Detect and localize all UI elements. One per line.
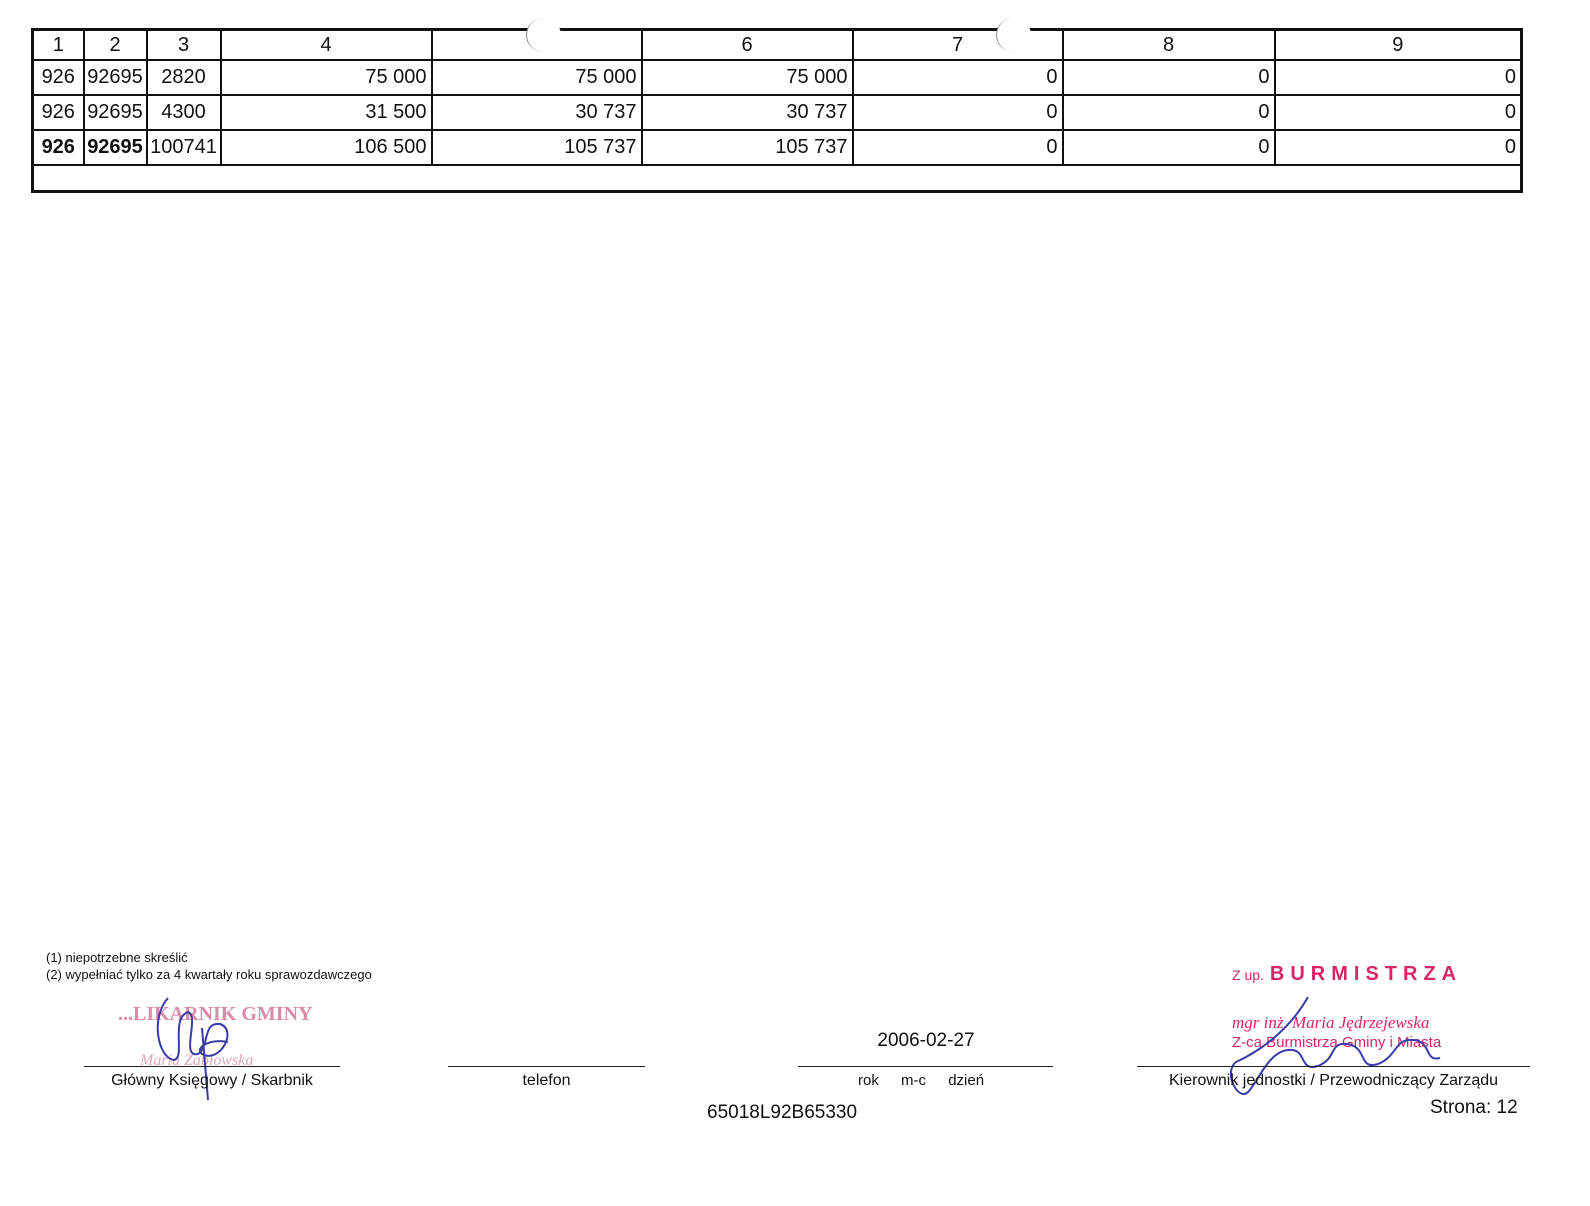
table-cell: 0: [1063, 60, 1275, 95]
date-parts: [858, 1072, 1002, 1089]
stamp-name: Maria Zabłowska: [140, 1052, 254, 1069]
table-cell: 75 000: [432, 60, 642, 95]
table-cell: 926: [33, 95, 84, 130]
table-cell: 92695: [84, 60, 147, 95]
punch-hole: [996, 18, 1031, 52]
total-cell: 0: [1063, 130, 1275, 165]
table-cell: 31 500: [221, 95, 432, 130]
signature-line: [798, 1066, 1053, 1067]
table-cell: 30 737: [642, 95, 853, 130]
budget-table: [31, 28, 1523, 193]
footnote: (1) niepotrzebne skreślić: [46, 950, 188, 965]
header-cell: 7: [853, 30, 1063, 61]
table-cell: 2820: [147, 60, 221, 95]
signature-line: [1137, 1066, 1530, 1067]
header-cell: 3: [147, 30, 221, 61]
document-id: 65018L92B65330: [707, 1102, 858, 1123]
date-part-day: dzień: [948, 1072, 985, 1089]
table-cell: 92695: [84, 95, 147, 130]
header-cell: 4: [221, 30, 432, 61]
table-cell: 0: [1275, 60, 1522, 95]
table-cell: 75 000: [221, 60, 432, 95]
total-cell: 0: [1275, 130, 1522, 165]
accountant-label: Główny Księgowy / Skarbnik: [111, 1072, 313, 1089]
total-cell: 105 737: [642, 130, 853, 165]
table-row: [33, 60, 1522, 95]
total-cell: 926: [33, 130, 84, 165]
footnote: (2) wypełniać tylko za 4 kwartały roku sprawozdawczego: [46, 967, 372, 982]
header-cell: 9: [1275, 30, 1522, 61]
table-cell: 0: [853, 95, 1063, 130]
manager-label: Kierownik jednostki / Przewodniczący Zarządu: [1168, 1072, 1499, 1089]
signature-line: [448, 1066, 645, 1067]
total-row: [33, 130, 1522, 165]
total-cell: 0: [853, 130, 1063, 165]
header-row: [33, 30, 1522, 61]
table-cell: 0: [1275, 95, 1522, 130]
total-cell: 105 737: [432, 130, 642, 165]
page-number: Strona: 12: [1430, 1097, 1518, 1118]
punch-hole: [526, 18, 561, 52]
header-cell: 1: [33, 30, 84, 61]
date-part-month: m-c: [901, 1072, 927, 1089]
stamp-prefix: Z up.: [1232, 967, 1264, 983]
report-date: 2006-02-27: [877, 1030, 975, 1051]
stamp-name: mgr inż. Maria Jędrzejewska: [1232, 1013, 1430, 1032]
total-cell: 92695: [84, 130, 147, 165]
header-cell: 2: [84, 30, 147, 61]
stamp-position: Z-ca Burmistrza Gminy i Miasta: [1232, 1034, 1442, 1051]
table-cell: 0: [1063, 95, 1275, 130]
stamp-title-text: BURMISTRZA: [1269, 963, 1463, 985]
header-cell: 6: [642, 30, 853, 61]
table-cell: 926: [33, 60, 84, 95]
date-part-year: rok: [858, 1072, 879, 1089]
table-cell: 30 737: [432, 95, 642, 130]
stamp-title: ...LIKARNIK GMINY: [118, 1003, 313, 1025]
total-cell: 100741: [147, 130, 221, 165]
empty-cell: [33, 165, 1522, 192]
table-cell: 0: [853, 60, 1063, 95]
signature-line: [84, 1066, 340, 1067]
table-cell: 4300: [147, 95, 221, 130]
empty-row: [33, 165, 1522, 192]
table-cell: 75 000: [642, 60, 853, 95]
header-cell: 8: [1063, 30, 1275, 61]
table-row: [33, 95, 1522, 130]
stamp-title: [1232, 963, 1462, 986]
total-cell: 106 500: [221, 130, 432, 165]
phone-label: telefon: [522, 1072, 571, 1089]
